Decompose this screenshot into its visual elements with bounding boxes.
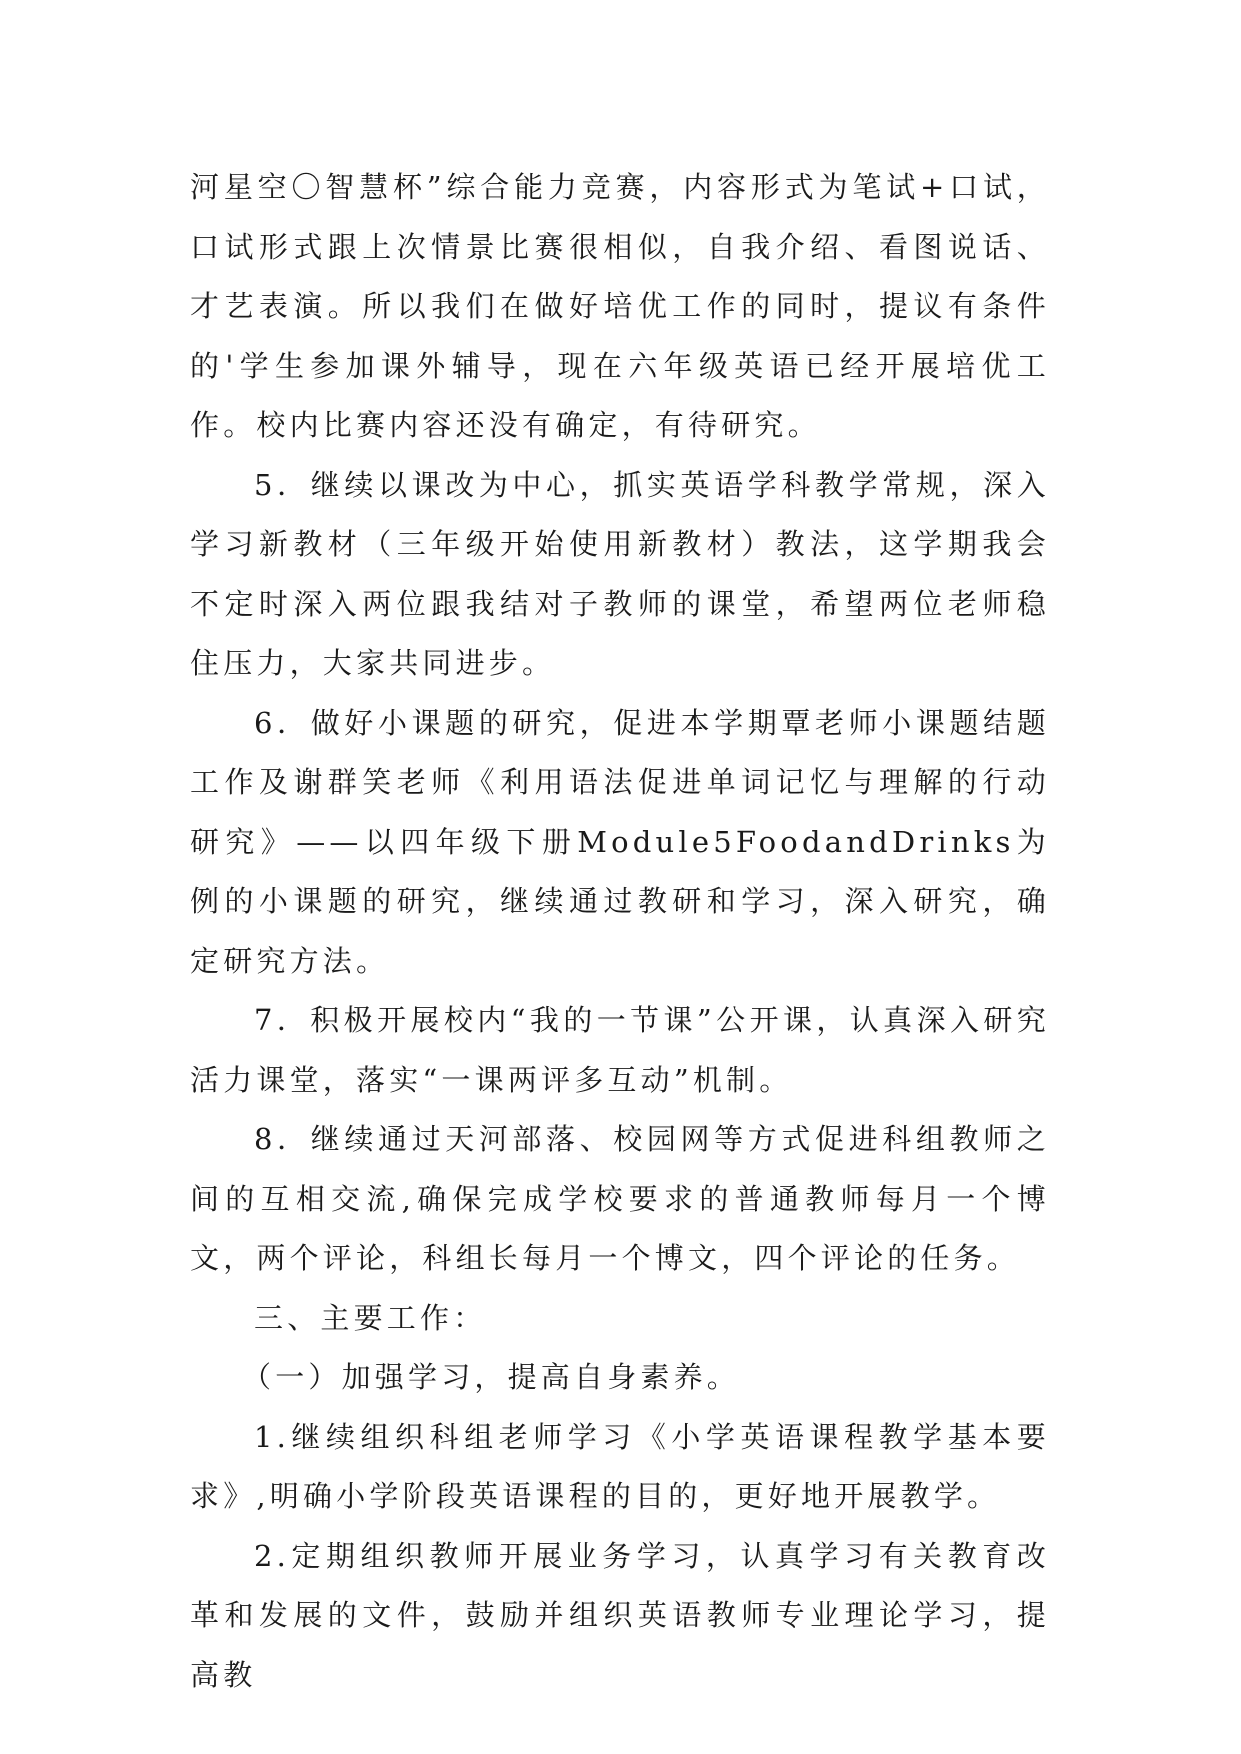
document-page	[190, 158, 1050, 1705]
paragraph-sub-item-1: 1.继续组织科组老师学习《小学英语课程教学基本要求》,明确小学阶段英语课程的目的，更好地开展教学。	[190, 1419, 1050, 1513]
section-heading-main-work: 三、主要工作：	[254, 1300, 487, 1335]
paragraph-item-5: 5．继续以课改为中心，抓实英语学科教学常规，深入学习新教材（三年级开始使用新教材）教法，这学期我会不定时深入两位跟我结对子教师的课堂，希望两位老师稳住压力，大家共同进步。	[190, 467, 1050, 680]
paragraph-item-6: 6．做好小课题的研究，促进本学期覃老师小课题结题工作及谢群笑老师《利用语法促进单词记忆与理解的行动研究》——以四年级下册Module5FoodandDrinks为例的小课题的研究，继续通过教研和学习，深入研究，确定研究方法。	[190, 705, 1050, 978]
subsection-heading-study: （一）加强学习，提高自身素养。	[242, 1360, 741, 1394]
paragraph-item-7: 7．积极开展校内“我的一节课”公开课，认真深入研究活力课堂，落实“一课两评多互动”机制。	[190, 1003, 1050, 1097]
paragraph-sub-item-2: 2.定期组织教师开展业务学习，认真学习有关教育改革和发展的文件，鼓励并组织英语教师专业理论学习，提高教	[190, 1538, 1050, 1692]
paragraph-continuation: 河星空〇智慧杯”综合能力竞赛，内容形式为笔试+口试，口试形式跟上次情景比赛很相似，自我介绍、看图说话、才艺表演。所以我们在做好培优工作的同时，提议有条件的'学生参加课外辅导，现在六年级英语已经开展培优工作。校内比赛内容还没有确定，有待研究。	[190, 170, 1050, 442]
paragraph-item-8: 8．继续通过天河部落、校园网等方式促进科组教师之间的互相交流,确保完成学校要求的普通教师每月一个博文，两个评论，科组长每月一个博文，四个评论的任务。	[190, 1122, 1050, 1275]
